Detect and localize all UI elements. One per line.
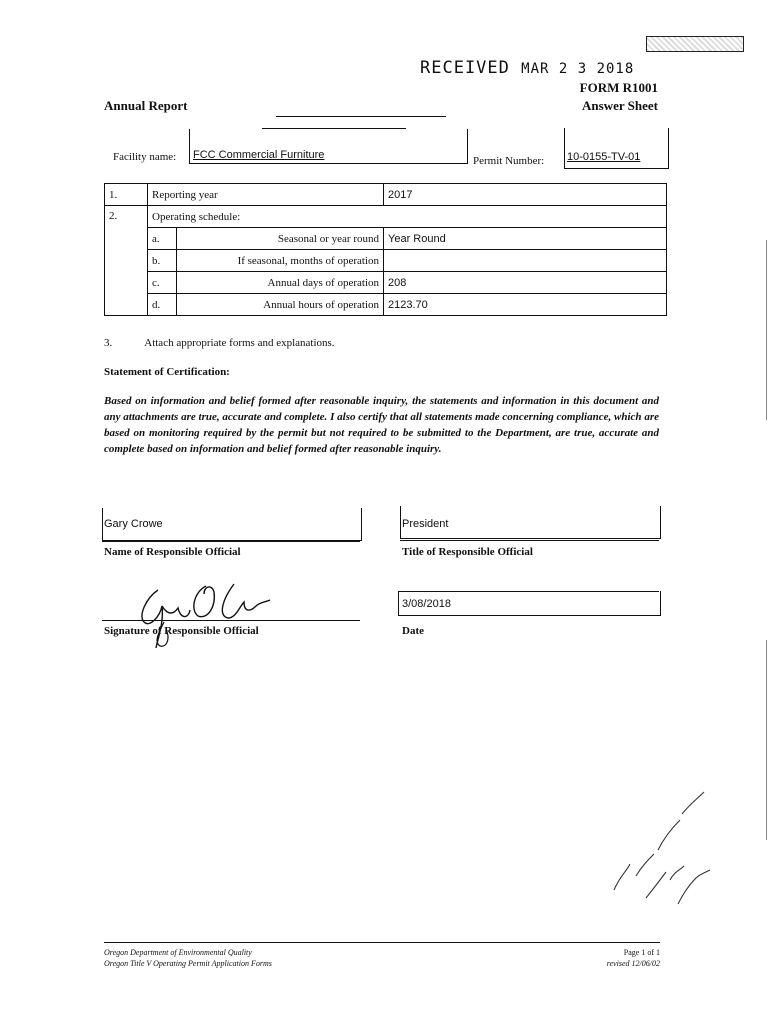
row-number: 1. — [105, 184, 148, 206]
facility-name-label: Facility name: — [113, 151, 177, 163]
handwritten-signature — [118, 576, 288, 654]
signature-rule — [102, 620, 360, 621]
official-title-label: Title of Responsible Official — [402, 546, 533, 558]
certification-title: Statement of Certification: — [104, 366, 230, 378]
received-date: MAR 2 3 2018 — [521, 61, 635, 77]
subrow-label: Seasonal or year round — [177, 228, 384, 250]
certification-text: Based on information and belief formed after reasonable inquiry, the statements and information in this document and any attachments are true, accurate and complete. I also certify that all statements made concerning compliance, which are based on monitoring required by the permit but not required to be submitted to the Department, are true, accurate and complete based on information and belief formed after reasonable inquiry. — [104, 395, 659, 455]
title-underline — [276, 116, 446, 117]
seasonal-value[interactable]: Year Round — [384, 228, 667, 250]
subrow-label: Annual hours of operation — [177, 294, 384, 316]
table-row — [105, 228, 667, 250]
annual-hours-value[interactable]: 2123.70 — [384, 294, 667, 316]
table-row — [105, 184, 667, 206]
signature-label: Signature of Responsible Official — [104, 625, 259, 637]
scan-edge-mark — [766, 240, 767, 420]
page-title: Annual Report — [104, 98, 188, 113]
item-3 — [104, 337, 335, 349]
official-name-label: Name of Responsible Official — [104, 546, 241, 558]
row-number: 2. — [105, 206, 148, 316]
scan-edge-mark — [766, 640, 767, 840]
months-value[interactable] — [384, 250, 667, 272]
table-row — [105, 294, 667, 316]
date-label: Date — [402, 625, 424, 637]
table-row — [105, 206, 667, 228]
footer-page-number: Page 1 of 1 — [623, 948, 660, 957]
report-table — [104, 183, 667, 316]
subrow-letter: c. — [148, 272, 177, 294]
date-top-rule — [398, 591, 659, 592]
form-id: FORM R1001 — [579, 80, 658, 95]
item-3-text: Attach appropriate forms and explanations. — [144, 337, 335, 349]
footer-left-line2: Oregon Title V Operating Permit Application Forms — [104, 959, 272, 968]
official-name-value: Gary Crowe — [104, 518, 163, 530]
official-name-rule — [102, 541, 360, 542]
table-row — [105, 272, 667, 294]
subrow-letter: a. — [148, 228, 177, 250]
subrow-letter: b. — [148, 250, 177, 272]
scan-stamp — [646, 36, 744, 52]
facility-name-value: FCC Commercial Furniture — [193, 149, 325, 161]
permit-number-label: Permit Number: — [473, 155, 545, 167]
subrow-label: Annual days of operation — [177, 272, 384, 294]
item-3-number: 3. — [104, 337, 113, 349]
form-subtitle: Answer Sheet — [582, 98, 658, 113]
received-label: RECEIVED — [420, 58, 510, 78]
row-label: Reporting year — [148, 184, 384, 206]
reporting-year-value[interactable]: 2017 — [384, 184, 667, 206]
permit-number-value: 10-0155-TV-01 — [567, 151, 641, 163]
handwritten-annotation — [600, 780, 720, 910]
subrow-letter: d. — [148, 294, 177, 316]
annual-days-value[interactable]: 208 — [384, 272, 667, 294]
footer-revision: revised 12/06/02 — [606, 959, 660, 968]
table-row — [105, 250, 667, 272]
official-title-rule — [400, 540, 659, 541]
official-title-value: President — [402, 518, 449, 530]
subrow-label: If seasonal, months of operation — [177, 250, 384, 272]
row-label: Operating schedule: — [148, 206, 667, 228]
received-stamp — [420, 58, 634, 78]
footer-rule — [104, 942, 660, 943]
date-value: 3/08/2018 — [402, 598, 451, 610]
footer-left-line1: Oregon Department of Environmental Quality — [104, 948, 252, 957]
